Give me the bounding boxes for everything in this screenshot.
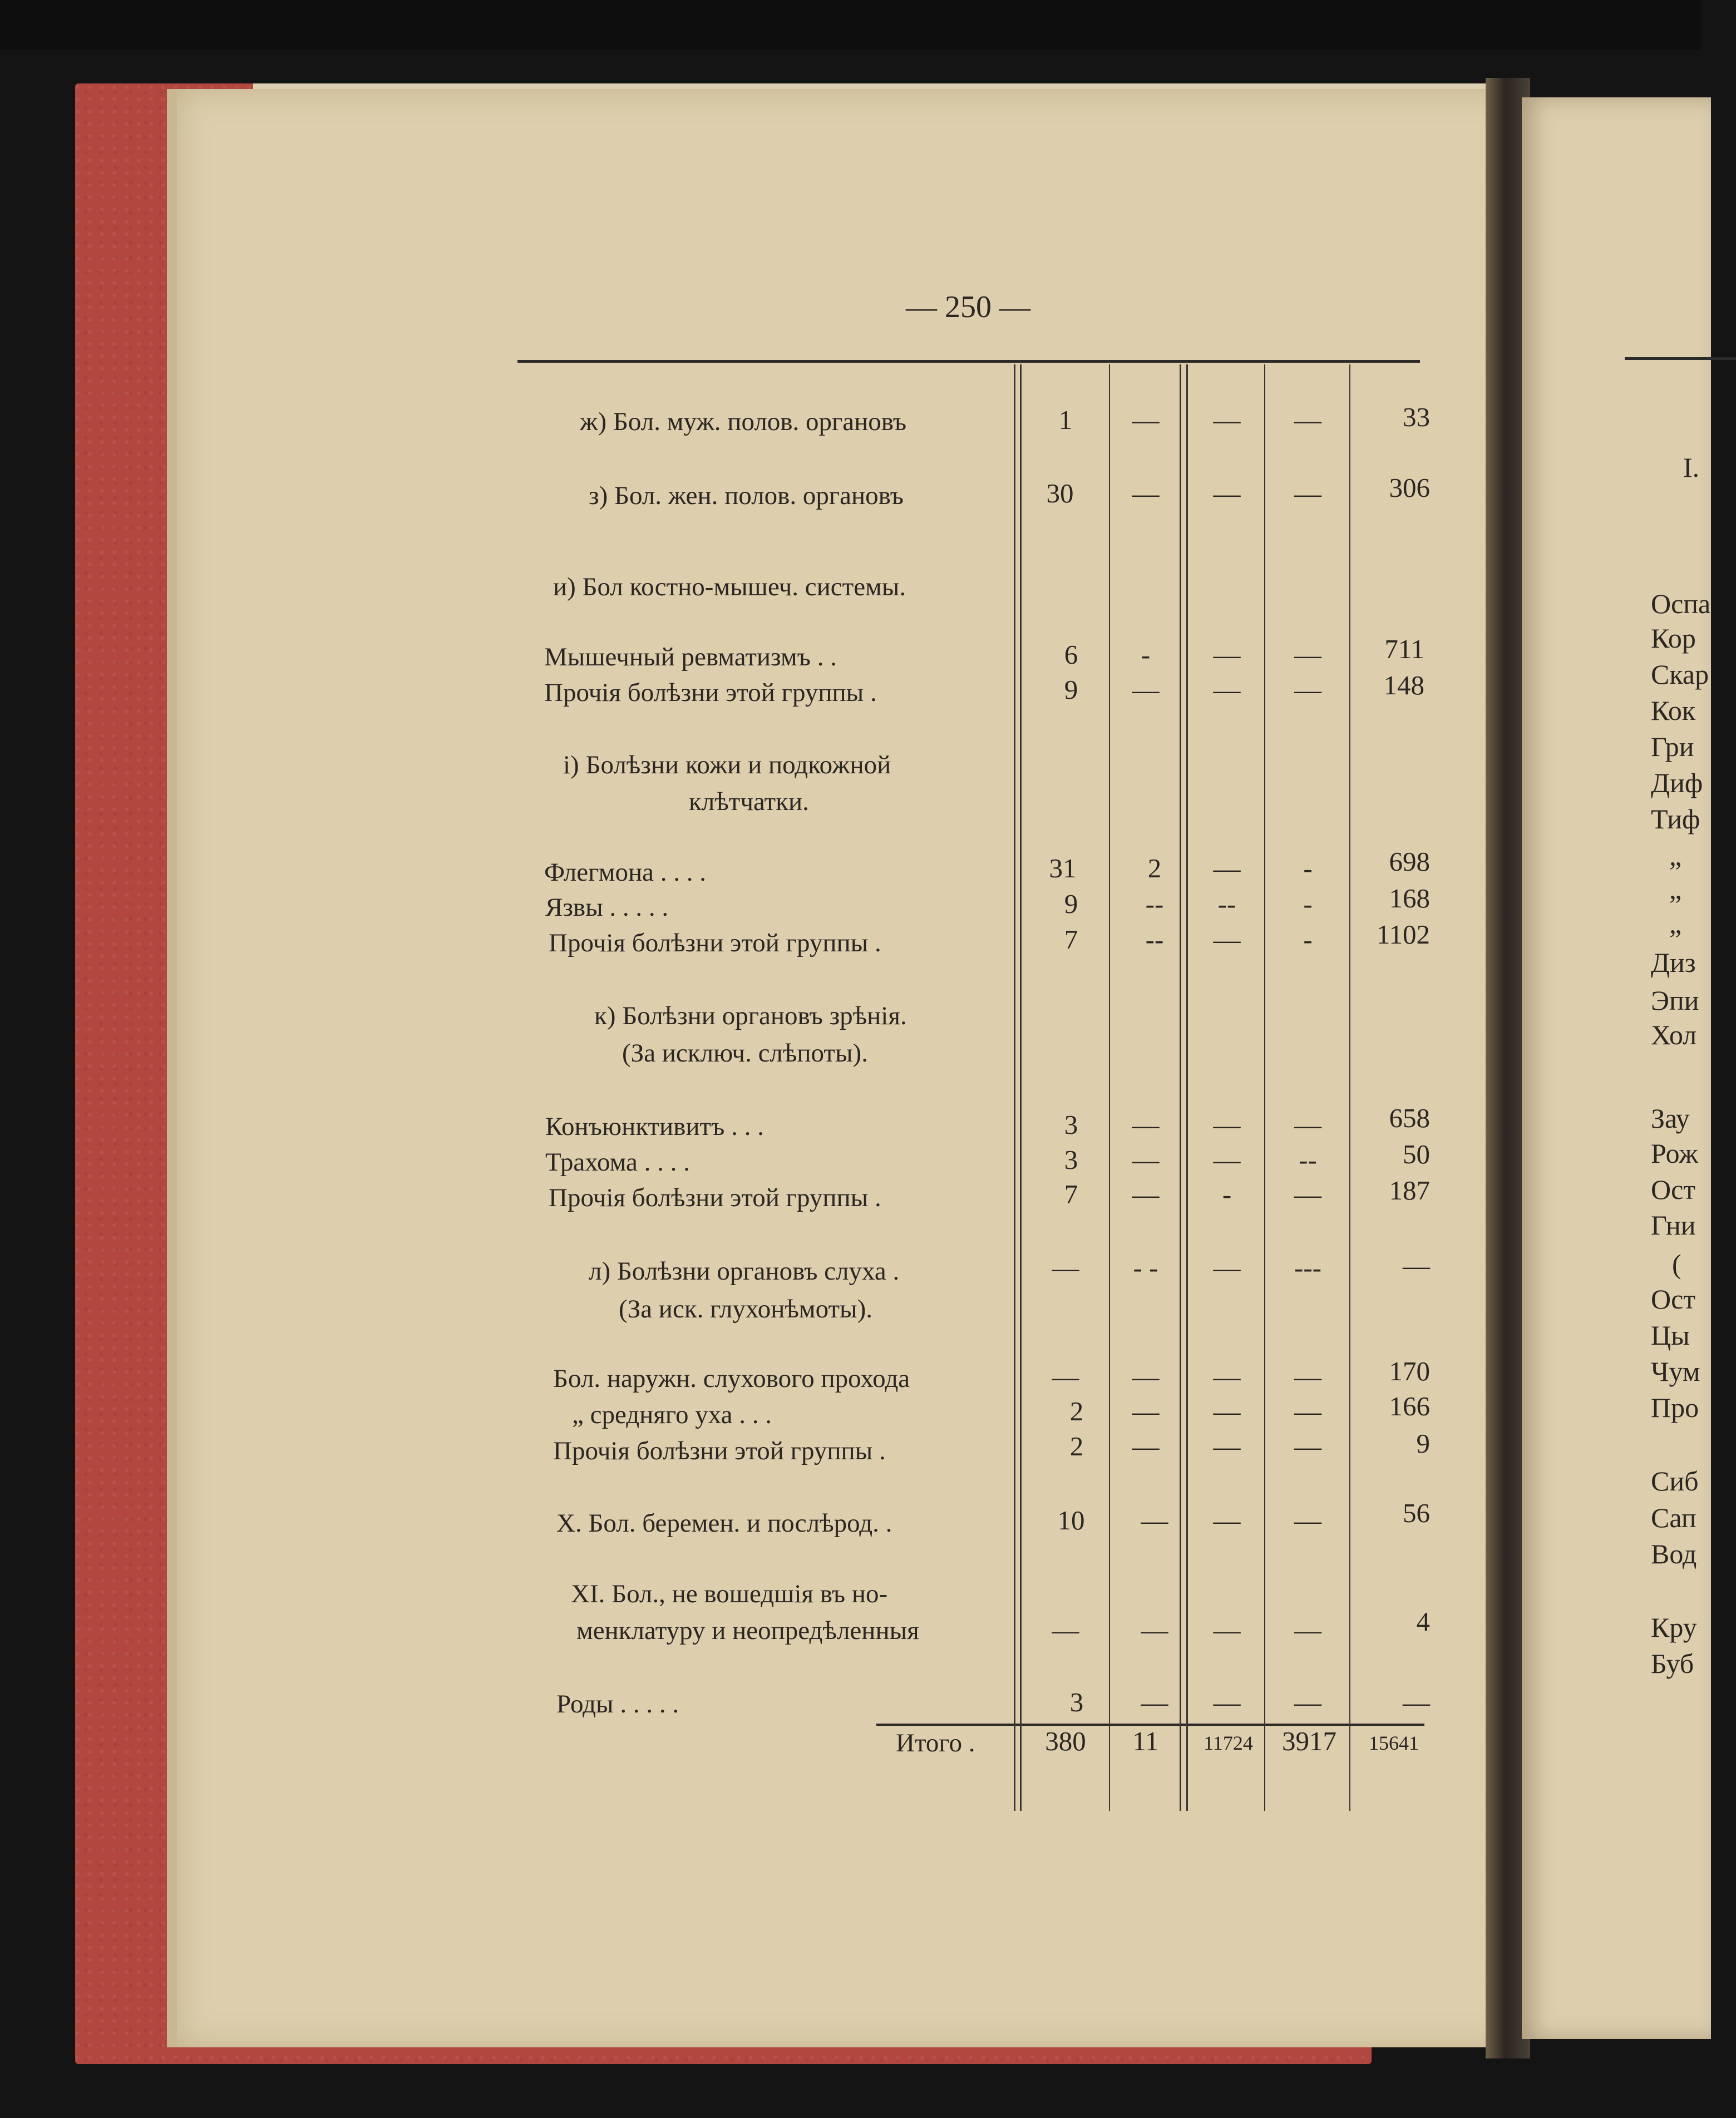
facing-page-fragment: Кок [1651, 695, 1696, 726]
row-label: Прочія болѣзни этой группы . [553, 1436, 886, 1465]
facing-page-rule [1625, 357, 1736, 360]
cell-c3: — [1213, 1361, 1241, 1392]
facing-page-fragment: „ [1669, 908, 1682, 939]
total-c2: 11 [1132, 1726, 1159, 1756]
cell-c3: — [1213, 639, 1241, 670]
cell-c3: — [1213, 1144, 1241, 1175]
cell-c1: 31 [1049, 853, 1077, 883]
facing-page [1522, 97, 1711, 2039]
facing-page-fragment: Эпи [1651, 985, 1699, 1016]
facing-page-fragment: Кру [1651, 1612, 1697, 1643]
cell-c1: — [1052, 1615, 1079, 1645]
cell-c1: 9 [1064, 888, 1078, 919]
cell-c4: -- [1299, 1144, 1317, 1175]
facing-page-fragment: „ [1669, 840, 1682, 871]
cell-c5: 50 [1403, 1139, 1430, 1169]
facing-page-fragment: Скар [1651, 659, 1709, 690]
row-label: Трахома . . . . [545, 1148, 690, 1177]
cell-c5: 168 [1389, 883, 1430, 914]
cell-c1: — [1052, 1252, 1079, 1283]
facing-page-fragment: Сап [1651, 1502, 1696, 1533]
row-label: Прочія болѣзни этой группы . [544, 678, 877, 707]
cell-c5: 9 [1416, 1428, 1430, 1459]
facing-page-fragment: Сиб [1651, 1465, 1699, 1497]
column-divider [1264, 364, 1265, 1811]
row-label: Прочія болѣзни этой группы . [549, 1183, 881, 1212]
cell-c2: — [1141, 1687, 1168, 1717]
cell-c1: 2 [1069, 1396, 1084, 1426]
row-label: Мышечный ревматизмъ . . [544, 643, 837, 672]
cell-c2: — [1132, 1431, 1160, 1462]
cell-c3: — [1213, 404, 1241, 435]
cell-c2: -- [1145, 924, 1164, 955]
total-c1: 380 [1045, 1726, 1086, 1756]
cell-c5: 1102 [1376, 919, 1430, 950]
facing-page-fragment: Цы [1651, 1320, 1690, 1351]
cell-c4: — [1294, 1396, 1321, 1426]
cell-c3: — [1213, 1396, 1241, 1426]
total-c3: 11724 [1204, 1732, 1253, 1754]
facing-page-fragment: Про [1651, 1392, 1699, 1423]
cell-c4: — [1294, 1431, 1321, 1462]
facing-page-fragment: Рож [1651, 1138, 1698, 1169]
facing-page-fragment: I. [1683, 452, 1700, 483]
cell-c5: 187 [1389, 1175, 1430, 1206]
cell-c2: 2 [1147, 853, 1162, 883]
column-divider [1349, 364, 1350, 1811]
facing-page-fragment: Ост [1651, 1174, 1696, 1205]
cell-c5: — [1403, 1687, 1430, 1717]
cell-c3: — [1213, 478, 1241, 508]
cell-c2: — [1141, 1505, 1168, 1536]
cell-c2: - [1141, 639, 1151, 670]
facing-page-fragment: Тиф [1651, 803, 1700, 835]
cell-c1: 3 [1064, 1144, 1078, 1175]
section-heading: і) Болѣзни кожи и подкожной [563, 751, 891, 779]
facing-page-fragment: Диф [1651, 767, 1703, 798]
dark-background [0, 0, 1701, 50]
cell-c1: 10 [1057, 1505, 1085, 1536]
row-label: Прочія болѣзни этой группы . [549, 929, 881, 957]
cell-c4: - [1303, 924, 1313, 955]
facing-page-fragment: „ [1669, 873, 1682, 905]
cell-c4: — [1294, 1615, 1321, 1645]
cell-c5: 4 [1416, 1606, 1430, 1637]
row-label: менклатуру и неопредѣленныя [576, 1616, 919, 1645]
cell-c2: -- [1145, 888, 1164, 919]
cell-c5: 33 [1403, 402, 1430, 432]
column-divider [1020, 364, 1022, 1811]
cell-c3: — [1213, 1109, 1241, 1140]
cell-c4: — [1294, 674, 1321, 705]
cell-c1: 2 [1069, 1431, 1084, 1462]
total-c5: 15641 [1369, 1732, 1419, 1754]
facing-page-fragment: Вод [1651, 1538, 1697, 1569]
cell-c4: - [1303, 888, 1313, 919]
cell-c4: - [1303, 853, 1313, 883]
cell-c3: — [1213, 1615, 1241, 1645]
column-divider [1014, 364, 1015, 1811]
cell-c3: — [1213, 1505, 1241, 1536]
cell-c5: 170 [1389, 1356, 1430, 1386]
facing-page-fragment: Ост [1651, 1283, 1696, 1315]
cell-c2: - - [1133, 1252, 1158, 1283]
section-heading: (За иск. глухонѣмоты). [619, 1295, 873, 1324]
cell-c3: - [1222, 1179, 1232, 1209]
section-heading: клѣтчатки. [689, 787, 809, 816]
cell-c1: 9 [1064, 674, 1078, 705]
cell-c3: — [1213, 924, 1241, 955]
row-label: Язвы . . . . . [545, 893, 669, 922]
row-label: XI. Бол., не вошедшія въ но- [571, 1579, 888, 1608]
facing-page-fragment: Буб [1651, 1648, 1694, 1679]
cell-c5: 698 [1389, 846, 1430, 877]
cell-c2: — [1132, 1361, 1160, 1392]
row-label: Роды . . . . . [556, 1690, 679, 1719]
cell-c1: — [1052, 1361, 1079, 1392]
cell-c4: — [1294, 1109, 1321, 1140]
column-divider [1180, 364, 1181, 1811]
table-top-rule [517, 360, 1420, 363]
row-label: Флегмона . . . . [544, 858, 707, 887]
row-label: л) Болѣзни органовъ слуха . [589, 1257, 900, 1286]
total-label: Итого . [896, 1729, 975, 1757]
cell-c4: — [1294, 1179, 1321, 1209]
cell-c2: — [1132, 1109, 1160, 1140]
cell-c5: 658 [1389, 1103, 1430, 1133]
facing-page-fragment: Хол [1651, 1019, 1697, 1050]
cell-c2: — [1132, 1144, 1160, 1175]
cell-c4: — [1294, 1687, 1321, 1717]
page-number: — 250 — [906, 290, 1030, 324]
column-divider [1109, 364, 1110, 1811]
cell-c3: -- [1217, 888, 1236, 919]
cell-c4: — [1294, 1505, 1321, 1536]
row-label: „ средняго уха . . . [572, 1400, 772, 1429]
cell-c1: 7 [1064, 924, 1078, 955]
total-c4: 3917 [1282, 1726, 1336, 1756]
cell-c2: — [1132, 1396, 1160, 1426]
cell-c5: 56 [1403, 1498, 1430, 1528]
cell-c2: — [1132, 478, 1160, 508]
facing-page-fragment: Зау [1651, 1103, 1690, 1134]
section-heading: (За исключ. слѣпоты). [622, 1039, 868, 1068]
row-label: Бол. наружн. слухового прохода [553, 1364, 910, 1393]
cell-c5: — [1403, 1250, 1430, 1281]
cell-c1: 6 [1064, 639, 1078, 670]
facing-page-fragment: Кор [1651, 623, 1696, 654]
cell-c5: 306 [1389, 472, 1430, 503]
row-label: X. Бол. беремен. и послѣрод. . [556, 1509, 892, 1538]
cell-c4: — [1294, 639, 1321, 670]
cell-c1: 3 [1064, 1109, 1078, 1140]
cell-c1: 1 [1058, 404, 1073, 435]
cell-c1: 30 [1046, 478, 1074, 508]
facing-page-fragment: Оспа [1651, 588, 1711, 619]
facing-page-fragment: Гри [1651, 731, 1694, 762]
cell-c2: — [1141, 1615, 1168, 1645]
cell-c1: 7 [1064, 1179, 1078, 1209]
facing-page-fragment: Гни [1651, 1209, 1696, 1241]
cell-c3: — [1213, 1252, 1241, 1283]
facing-page-fragment: Диз [1651, 947, 1696, 978]
cell-c3: — [1213, 1687, 1241, 1717]
cell-c4: — [1294, 478, 1321, 508]
cell-c4: — [1294, 404, 1321, 435]
cell-c1: 3 [1069, 1687, 1084, 1717]
section-heading: и) Бол костно-мышеч. системы. [553, 572, 906, 601]
cell-c2: — [1132, 404, 1160, 435]
cell-c4: --- [1294, 1252, 1321, 1283]
row-label: з) Бол. жен. полов. органовъ [589, 481, 904, 510]
column-divider [1186, 364, 1188, 1811]
cell-c3: — [1213, 674, 1241, 705]
facing-page-fragment: Чум [1651, 1356, 1700, 1387]
cell-c5: 148 [1383, 670, 1424, 700]
cell-c4: — [1294, 1361, 1321, 1392]
cell-c2: — [1132, 674, 1160, 705]
cell-c2: — [1132, 1179, 1160, 1209]
cell-c5: 711 [1384, 634, 1424, 664]
row-label: ж) Бол. муж. полов. органовъ [580, 407, 907, 436]
cell-c3: — [1213, 1431, 1241, 1462]
cell-c3: — [1213, 853, 1241, 883]
facing-page-fragment: ( [1672, 1248, 1681, 1280]
row-label: Конъюнктивитъ . . . [545, 1112, 764, 1141]
cell-c5: 166 [1389, 1391, 1430, 1421]
section-heading: к) Болѣзни органовъ зрѣнія. [594, 1001, 907, 1030]
